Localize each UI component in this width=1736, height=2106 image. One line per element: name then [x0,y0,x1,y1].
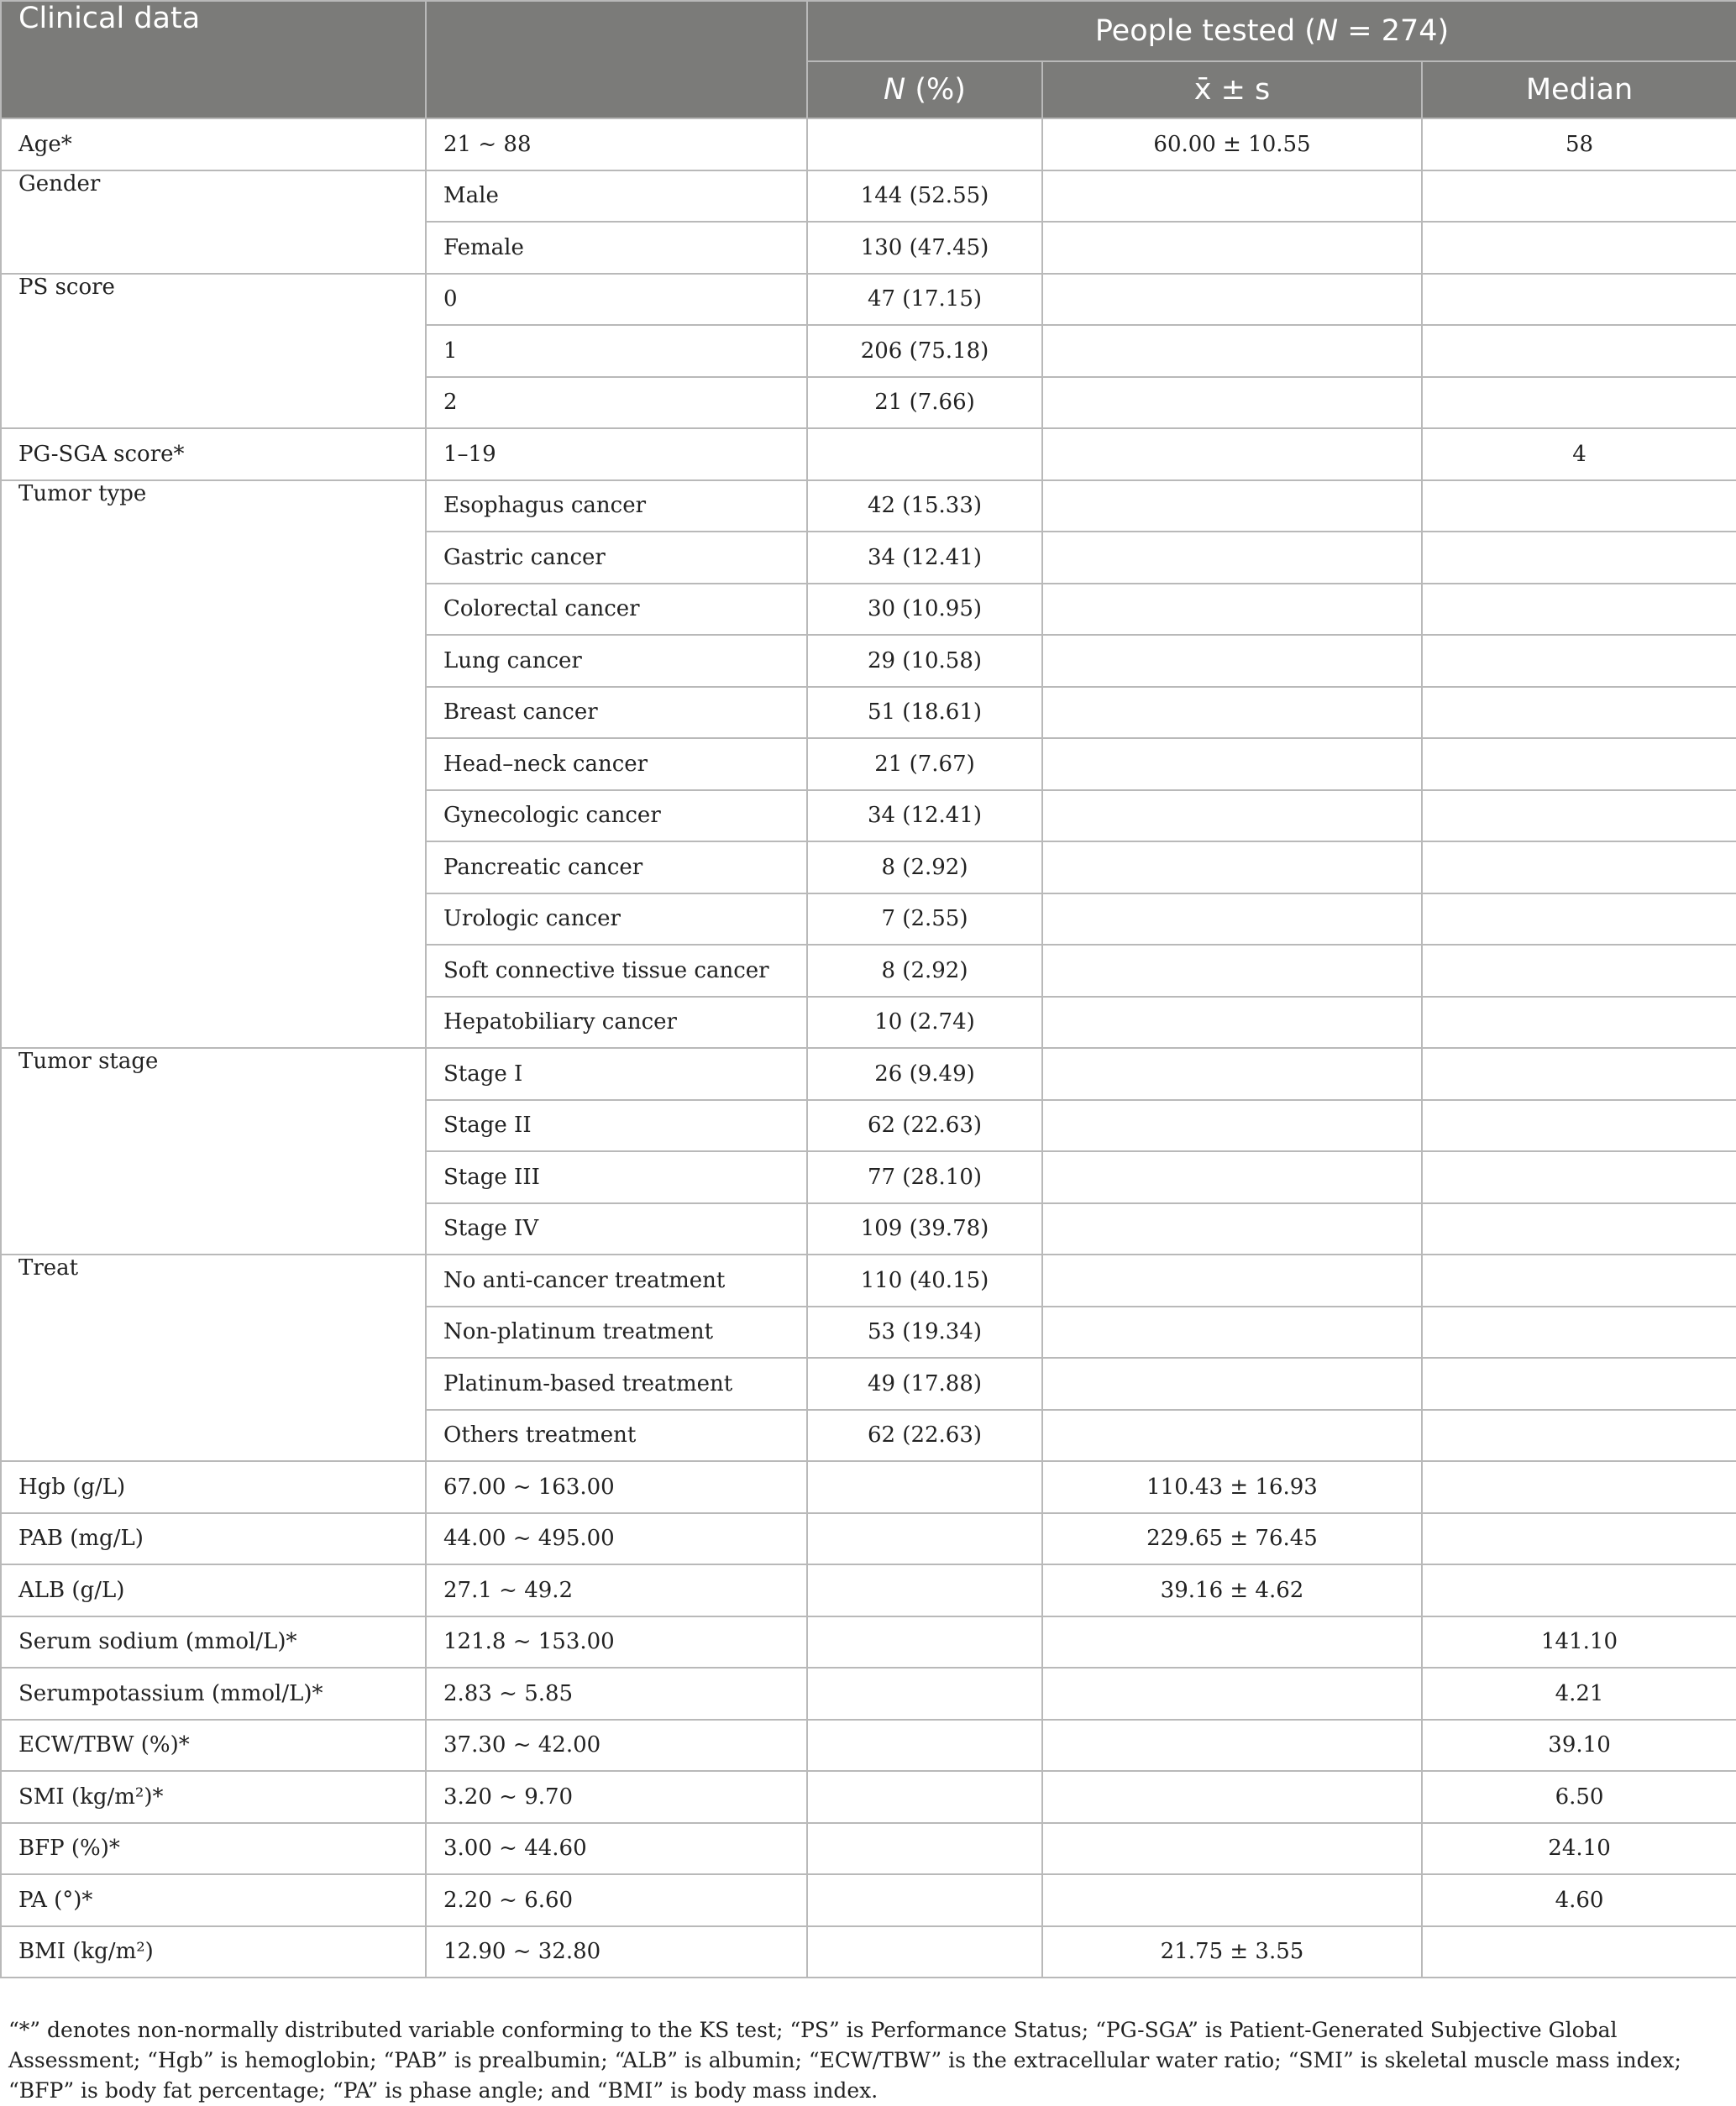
table-row [1,118,1736,170]
mean-sd-cell [1042,377,1422,429]
category-cell: 12.90 ~ 32.80 [426,1926,807,1978]
n-percent-cell: 10 (2.74) [807,997,1042,1049]
mean-sd-cell [1042,1771,1422,1823]
n-percent-cell [807,1564,1042,1616]
row-label: Serum sodium (mmol/L)* [1,1616,426,1669]
mean-sd-cell [1042,1048,1422,1100]
n-percent-cell [807,1616,1042,1669]
header-blank [426,1,807,118]
median-cell [1422,1926,1736,1978]
median-cell: 141.10 [1422,1616,1736,1669]
n-percent-cell [807,1823,1042,1875]
median-cell: 39.10 [1422,1720,1736,1772]
table-header [1,1,1736,118]
n-percent-cell: 26 (9.49) [807,1048,1042,1100]
median-cell [1422,635,1736,687]
n-percent-cell: 110 (40.15) [807,1255,1042,1307]
table-row [1,274,1736,326]
n-percent-cell: 34 (12.41) [807,532,1042,584]
median-cell [1422,945,1736,997]
row-label: Age* [1,118,426,170]
median-cell [1422,325,1736,377]
median-cell [1422,377,1736,429]
median-cell [1422,1203,1736,1255]
mean-sd-cell [1042,274,1422,326]
category-cell: Pancreatic cancer [426,841,807,893]
category-cell: Colorectal cancer [426,584,807,636]
n-percent-cell: 34 (12.41) [807,790,1042,842]
median-cell [1422,790,1736,842]
mean-sd-cell [1042,1720,1422,1772]
n-percent-cell: 21 (7.67) [807,738,1042,790]
category-cell: Lung cancer [426,635,807,687]
median-cell: 4.60 [1422,1874,1736,1926]
median-cell [1422,687,1736,739]
median-cell [1422,532,1736,584]
mean-sd-cell [1042,480,1422,532]
median-cell: 4.21 [1422,1668,1736,1720]
table-row [1,1823,1736,1875]
category-cell: Stage III [426,1151,807,1203]
n-percent-cell: 144 (52.55) [807,170,1042,223]
n-percent-cell: 51 (18.61) [807,687,1042,739]
mean-sd-cell: 39.16 ± 4.62 [1042,1564,1422,1616]
n-percent-cell: 47 (17.15) [807,274,1042,326]
n-percent-cell: 130 (47.45) [807,222,1042,274]
mean-sd-cell [1042,170,1422,223]
n-percent-cell: 21 (7.66) [807,377,1042,429]
mean-sd-cell [1042,428,1422,480]
row-label: SMI (kg/m²)* [1,1771,426,1823]
row-label: PG-SGA score* [1,428,426,480]
row-label: ALB (g/L) [1,1564,426,1616]
header-clinical-data: Clinical data [1,1,426,118]
median-cell [1422,480,1736,532]
category-cell: 0 [426,274,807,326]
n-percent-cell [807,1874,1042,1926]
mean-sd-cell [1042,687,1422,739]
row-label: ECW/TBW (%)* [1,1720,426,1772]
median-cell [1422,1564,1736,1616]
median-cell [1422,1410,1736,1462]
median-cell: 58 [1422,118,1736,170]
mean-sd-cell [1042,738,1422,790]
mean-sd-cell [1042,584,1422,636]
median-cell: 6.50 [1422,1771,1736,1823]
mean-sd-cell: 21.75 ± 3.55 [1042,1926,1422,1978]
median-cell: 4 [1422,428,1736,480]
mean-sd-cell [1042,1151,1422,1203]
table-row [1,1048,1736,1100]
category-cell: Gastric cancer [426,532,807,584]
mean-sd-cell [1042,1874,1422,1926]
category-cell: 1 [426,325,807,377]
table-row [1,1255,1736,1307]
median-cell [1422,274,1736,326]
mean-sd-cell [1042,325,1422,377]
category-cell: No anti-cancer treatment [426,1255,807,1307]
n-percent-cell: 109 (39.78) [807,1203,1042,1255]
table-row [1,1771,1736,1823]
row-label: PA (°)* [1,1874,426,1926]
table-row [1,1720,1736,1772]
table-row [1,1926,1736,1978]
mean-sd-cell [1042,945,1422,997]
row-label: BFP (%)* [1,1823,426,1875]
row-label: Tumor stage [1,1048,426,1255]
mean-sd-cell: 110.43 ± 16.93 [1042,1461,1422,1513]
n-percent-cell: 8 (2.92) [807,841,1042,893]
n-percent-cell: 77 (28.10) [807,1151,1042,1203]
mean-sd-cell: 229.65 ± 76.45 [1042,1513,1422,1565]
category-cell: 37.30 ~ 42.00 [426,1720,807,1772]
mean-sd-cell [1042,790,1422,842]
n-percent-cell: 7 (2.55) [807,893,1042,946]
median-cell [1422,584,1736,636]
n-percent-cell [807,1926,1042,1978]
row-label: Treat [1,1255,426,1461]
mean-sd-cell [1042,635,1422,687]
row-label: Serumpotassium (mmol/L)* [1,1668,426,1720]
category-cell: Hepatobiliary cancer [426,997,807,1049]
median-cell [1422,893,1736,946]
median-cell [1422,1307,1736,1359]
table-row [1,1513,1736,1565]
category-cell: 44.00 ~ 495.00 [426,1513,807,1565]
median-cell [1422,1100,1736,1152]
mean-sd-cell [1042,893,1422,946]
median-cell [1422,170,1736,223]
mean-sd-cell [1042,1307,1422,1359]
row-label: PS score [1,274,426,429]
category-cell: Others treatment [426,1410,807,1462]
category-cell: 2.83 ~ 5.85 [426,1668,807,1720]
table-row [1,1874,1736,1926]
row-label: Tumor type [1,480,426,1049]
category-cell: 2.20 ~ 6.60 [426,1874,807,1926]
category-cell: Platinum-based treatment [426,1358,807,1410]
n-percent-cell [807,1771,1042,1823]
table-row [1,480,1736,532]
median-cell [1422,1048,1736,1100]
category-cell: Urologic cancer [426,893,807,946]
median-cell [1422,1151,1736,1203]
median-cell [1422,1255,1736,1307]
n-percent-cell: 62 (22.63) [807,1100,1042,1152]
category-cell: 27.1 ~ 49.2 [426,1564,807,1616]
mean-sd-cell [1042,1823,1422,1875]
n-percent-cell [807,1668,1042,1720]
mean-sd-cell [1042,841,1422,893]
category-cell: 121.8 ~ 153.00 [426,1616,807,1669]
category-cell: Male [426,170,807,223]
category-cell: Non-platinum treatment [426,1307,807,1359]
header-people-tested: People tested (N = 274) [807,1,1736,61]
row-label: PAB (mg/L) [1,1513,426,1565]
category-cell: 2 [426,377,807,429]
category-cell: 3.20 ~ 9.70 [426,1771,807,1823]
category-cell: Esophagus cancer [426,480,807,532]
mean-sd-cell [1042,997,1422,1049]
category-cell: 21 ~ 88 [426,118,807,170]
mean-sd-cell [1042,1203,1422,1255]
median-cell [1422,997,1736,1049]
category-cell: Soft connective tissue cancer [426,945,807,997]
table-row [1,428,1736,480]
n-percent-cell: 30 (10.95) [807,584,1042,636]
mean-sd-cell [1042,1255,1422,1307]
category-cell: Breast cancer [426,687,807,739]
mean-sd-cell [1042,1358,1422,1410]
row-label: Gender [1,170,426,274]
n-percent-cell [807,118,1042,170]
n-percent-cell [807,428,1042,480]
mean-sd-cell [1042,1668,1422,1720]
median-cell [1422,841,1736,893]
median-cell [1422,738,1736,790]
mean-sd-cell [1042,1616,1422,1669]
category-cell: 3.00 ~ 44.60 [426,1823,807,1875]
category-cell: Stage II [426,1100,807,1152]
category-cell: Head–neck cancer [426,738,807,790]
category-cell: 1–19 [426,428,807,480]
n-percent-cell [807,1513,1042,1565]
mean-sd-cell [1042,222,1422,274]
category-cell: Female [426,222,807,274]
mean-sd-cell: 60.00 ± 10.55 [1042,118,1422,170]
row-label: Hgb (g/L) [1,1461,426,1513]
category-cell: 67.00 ~ 163.00 [426,1461,807,1513]
row-label: BMI (kg/m²) [1,1926,426,1978]
median-cell [1422,1358,1736,1410]
median-cell: 24.10 [1422,1823,1736,1875]
header-mean-sd: x̄ ± s [1042,61,1422,118]
table-row [1,170,1736,223]
table-row [1,1616,1736,1669]
n-percent-cell: 42 (15.33) [807,480,1042,532]
header-median: Median [1422,61,1736,118]
n-percent-cell: 29 (10.58) [807,635,1042,687]
footnote: “*” denotes non-normally distributed variable conforming to the KS test; “PS” is Performance Status; “PG-SGA” is Patient-Generated Subjective Global Assessment; “Hgb” is hemoglobin; “PAB” is prealbumin; “ALB” is albumin; “ECW/TBW” is the extracellular water ratio; “SMI” is skeletal muscle mass index; “BFP” is body fat percentage; “PA” is phase angle; and “BMI” is body mass index. [8,2018,1681,2103]
n-percent-cell: 53 (19.34) [807,1307,1042,1359]
table-row [1,1461,1736,1513]
n-percent-cell: 49 (17.88) [807,1358,1042,1410]
mean-sd-cell [1042,532,1422,584]
mean-sd-cell [1042,1100,1422,1152]
n-percent-cell: 206 (75.18) [807,325,1042,377]
n-percent-cell: 62 (22.63) [807,1410,1042,1462]
table-row [1,1564,1736,1616]
median-cell [1422,222,1736,274]
table-row [1,1668,1736,1720]
n-percent-cell [807,1720,1042,1772]
n-percent-cell: 8 (2.92) [807,945,1042,997]
category-cell: Stage I [426,1048,807,1100]
category-cell: Stage IV [426,1203,807,1255]
category-cell: Gynecologic cancer [426,790,807,842]
mean-sd-cell [1042,1410,1422,1462]
median-cell [1422,1513,1736,1565]
median-cell [1422,1461,1736,1513]
header-n-percent: N (%) [807,61,1042,118]
n-percent-cell [807,1461,1042,1513]
table-body [1,118,1736,1978]
